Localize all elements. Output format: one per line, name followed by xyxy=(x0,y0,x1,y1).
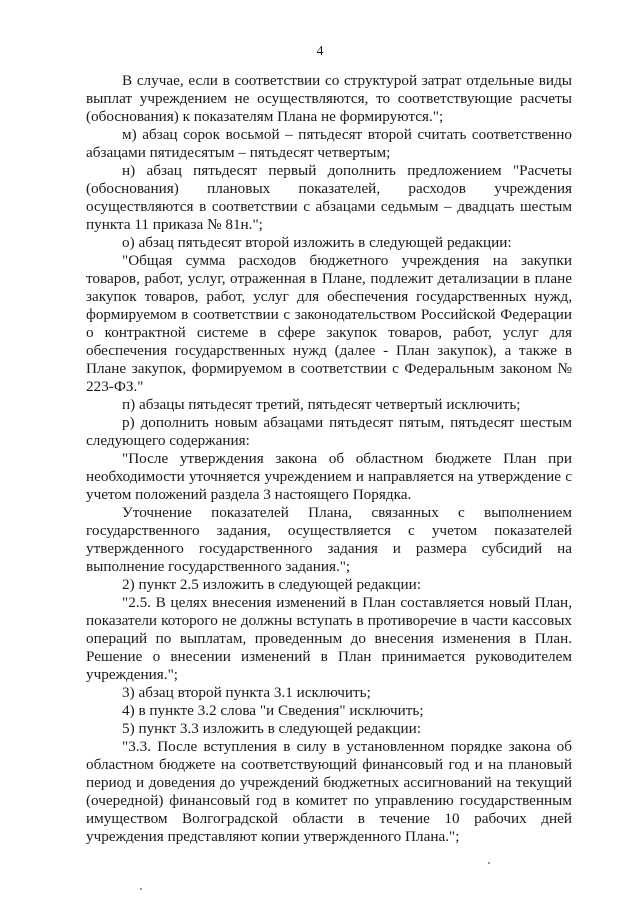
paragraph-7: р) дополнить новым абзацами пятьдесят пятым, пятьдесят шестым следующего содержания: xyxy=(86,414,572,449)
paragraph-13: 4) в пункте 3.2 слова "и Сведения" исключить; xyxy=(122,702,424,719)
paragraph-3: н) абзац пятьдесят первый дополнить предложением "Расчеты (обоснования) плановых показателей, расходов учреждения осуществляются в соответствии с абзацами седьмым – двадцать шестым пункта 11 приказа № 81н."; xyxy=(86,162,572,233)
paragraph-15: "3.3. После вступления в силу в установленном порядке закона об областном бюджете на соответствующий финансовый год и на плановый период и доведения до учреждений бюджетных ассигнований на текущий (очередной) финансовый год в комитет по управлению государственным имуществом Волгоградской области в течение 10 рабочих дней учреждения представляют копии утвержденного Плана."; xyxy=(86,738,572,845)
paragraph-4: о) абзац пятьдесят второй изложить в следующей редакции: xyxy=(122,234,512,251)
scan-speck xyxy=(488,862,490,864)
paragraph-8: "После утверждения закона об областном бюджете План при необходимости уточняется учреждением и направляется на утверждение с учетом положений раздела 3 настоящего Порядка. xyxy=(86,450,572,503)
paragraph-14: 5) пункт 3.3 изложить в следующей редакции: xyxy=(122,720,422,737)
scan-speck xyxy=(140,888,142,890)
paragraph-9: Уточнение показателей Плана, связанных с выполнением государственного задания, осуществляется с учетом показателей утвержденного государственного задания и размера субсидий на выполнение государственного задания."; xyxy=(86,504,572,575)
paragraph-12: 3) абзац второй пункта 3.1 исключить; xyxy=(122,684,371,701)
document-body xyxy=(86,72,572,846)
paragraph-10: 2) пункт 2.5 изложить в следующей редакции: xyxy=(122,576,422,593)
paragraph-2: м) абзац сорок восьмой – пятьдесят второй считать соответственно абзацами пятидесятым – пятьдесят четвертым; xyxy=(86,126,572,161)
paragraph-5: "Общая сумма расходов бюджетного учреждения на закупки товаров, работ, услуг, отраженная в Плане, подлежит детализации в плане закупок товаров, работ, услуг для обеспечения государственных нужд, формируемом в соответствии с законодательством Российской Федерации о контрактной системе в сфере закупок товаров, работ, услуг для обеспечения государственных нужд (далее - План закупок), а также в Плане закупок, формируемом в соответствии с Федеральным законом № 223-ФЗ." xyxy=(86,252,572,395)
paragraph-1: В случае, если в соответствии со структурой затрат отдельные виды выплат учреждением не осуществляются, то соответствующие расчеты (обоснования) к показателям Плана не формируются."; xyxy=(86,72,572,125)
page-number: 4 xyxy=(316,44,324,59)
paragraph-6: п) абзацы пятьдесят третий, пятьдесят четвертый исключить; xyxy=(122,396,521,413)
paragraph-11: "2.5. В целях внесения изменений в План составляется новый План, показатели которого не должны вступать в противоречие в части кассовых операций по выплатам, проведенным до внесения изменения в План. Решение о внесении изменений в План принимается руководителем учреждения."; xyxy=(86,594,572,683)
